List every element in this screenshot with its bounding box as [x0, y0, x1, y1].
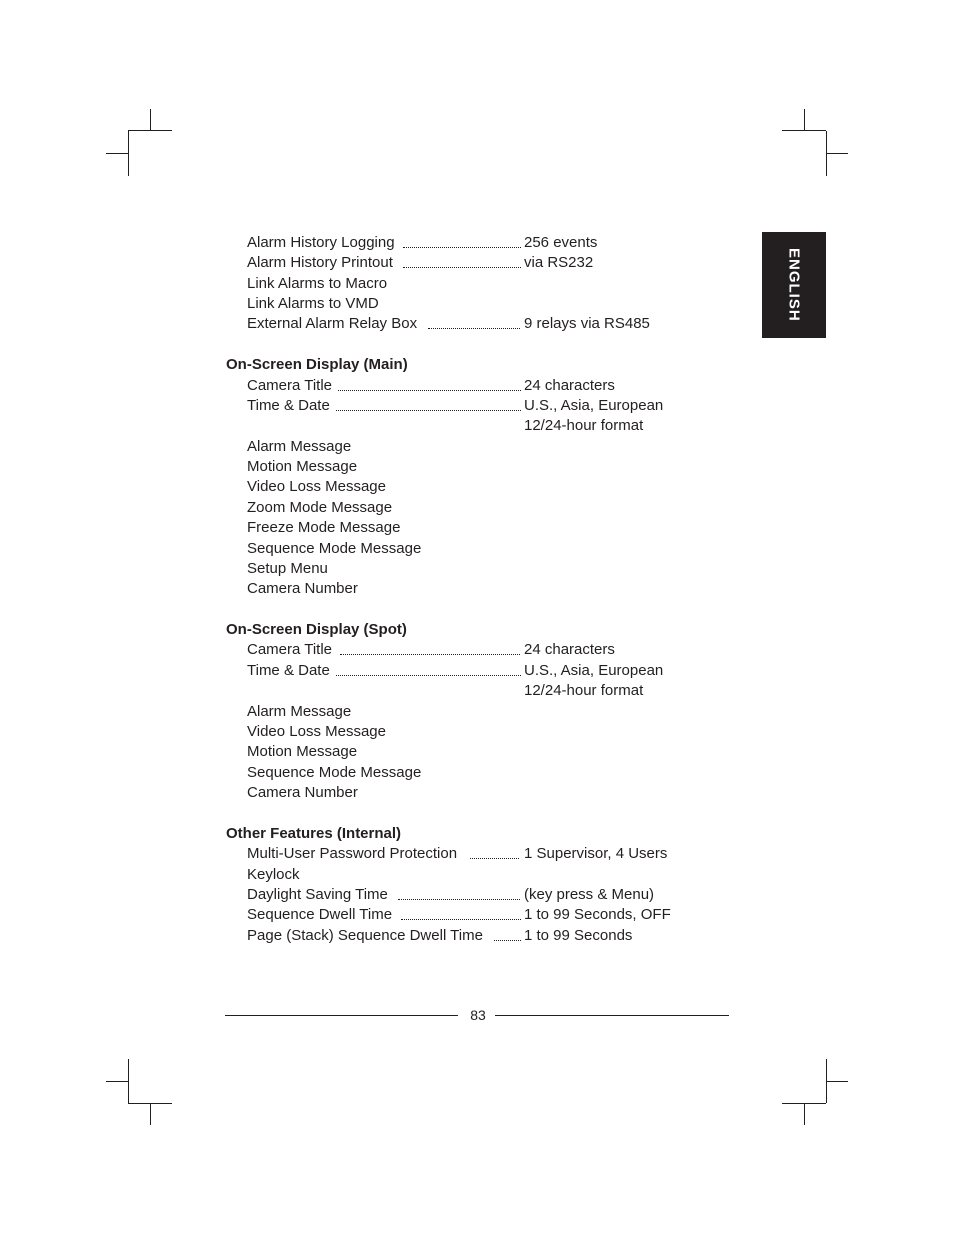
spec-label: Link Alarms to VMD	[247, 295, 379, 312]
spec-label: Sequence Mode Message	[247, 764, 422, 781]
spec-label: Link Alarms to Macro	[247, 275, 388, 292]
crop-mark	[128, 131, 129, 176]
dot-leader	[401, 919, 521, 920]
spec-label: Setup Menu	[247, 560, 328, 577]
section-heading: On-Screen Display (Spot)	[226, 621, 407, 638]
spec-row	[247, 233, 707, 253]
crop-mark	[128, 1059, 129, 1103]
footer-rule-right	[495, 1015, 729, 1016]
spec-value: 12/24-hour format	[524, 682, 644, 699]
spec-row	[247, 518, 707, 538]
spec-row	[247, 498, 707, 518]
spec-label: Video Loss Message	[247, 723, 386, 740]
crop-mark	[804, 109, 805, 131]
spec-value: 1 to 99 Seconds, OFF	[524, 906, 671, 923]
spec-row	[247, 579, 707, 599]
spec-row	[247, 885, 707, 905]
spec-row	[247, 314, 707, 334]
crop-mark	[106, 153, 128, 154]
spec-row	[247, 783, 707, 803]
dot-leader	[403, 267, 521, 268]
spec-row	[247, 396, 707, 416]
spec-label: Page (Stack) Sequence Dwell Time	[247, 927, 483, 944]
crop-mark	[804, 1104, 805, 1125]
spec-label: Sequence Dwell Time	[247, 906, 393, 923]
section-heading: On-Screen Display (Main)	[226, 356, 408, 373]
spec-label: External Alarm Relay Box	[247, 315, 418, 332]
crop-mark	[826, 153, 848, 154]
spec-label: Multi-User Password Protection	[247, 845, 458, 862]
spec-row	[247, 926, 707, 946]
spec-label: Daylight Saving Time	[247, 886, 388, 903]
spec-row	[247, 661, 707, 681]
dot-leader	[494, 940, 521, 941]
spec-row	[247, 865, 707, 885]
crop-mark	[826, 1059, 827, 1103]
spec-value: 9 relays via RS485	[524, 315, 650, 332]
dot-leader	[403, 247, 521, 248]
spec-row	[247, 477, 707, 497]
dot-leader	[340, 654, 520, 655]
spec-row	[247, 376, 707, 396]
page-number: 83	[470, 1007, 486, 1023]
spec-value: U.S., Asia, European	[524, 397, 664, 414]
section-heading: Other Features (Internal)	[226, 825, 402, 842]
spec-row	[247, 437, 707, 457]
spec-row	[247, 722, 707, 742]
spec-row	[247, 559, 707, 579]
dot-leader	[398, 899, 520, 900]
spec-label: Motion Message	[247, 743, 358, 760]
spec-row	[247, 905, 707, 925]
crop-mark	[782, 130, 826, 131]
dot-leader	[336, 410, 521, 411]
spec-label: Freeze Mode Message	[247, 519, 401, 536]
spec-row	[247, 742, 707, 762]
crop-mark	[106, 1081, 128, 1082]
spec-row	[247, 702, 707, 722]
spec-value: 1 to 99 Seconds	[524, 927, 633, 944]
spec-label: Camera Number	[247, 580, 358, 597]
spec-label: Time & Date	[247, 397, 330, 414]
spec-value: via RS232	[524, 254, 594, 271]
spec-value: 24 characters	[524, 377, 615, 394]
spec-label: Alarm Message	[247, 438, 352, 455]
crop-mark	[826, 1081, 848, 1082]
spec-row	[247, 681, 707, 701]
spec-label: Camera Title	[247, 377, 333, 394]
spec-label: Time & Date	[247, 662, 330, 679]
crop-mark	[150, 109, 151, 131]
spec-label: Camera Number	[247, 784, 358, 801]
spec-value: (key press & Menu)	[524, 886, 655, 903]
spec-value: 24 characters	[524, 641, 615, 658]
dot-leader	[428, 328, 520, 329]
footer-rule-left	[225, 1015, 458, 1016]
spec-value: 256 events	[524, 234, 598, 251]
language-tab-label: ENGLISH	[785, 248, 803, 322]
spec-row	[247, 844, 707, 864]
spec-value: U.S., Asia, European	[524, 662, 664, 679]
spec-row	[247, 294, 707, 314]
spec-value: 1 Supervisor, 4 Users	[524, 845, 668, 862]
dot-leader	[336, 675, 521, 676]
dot-leader	[470, 858, 519, 859]
spec-row	[247, 457, 707, 477]
spec-row	[247, 416, 707, 436]
language-tab	[762, 232, 826, 338]
crop-mark	[150, 1104, 151, 1125]
spec-row	[247, 640, 707, 660]
spec-label: Keylock	[247, 866, 300, 883]
spec-value: 12/24-hour format	[524, 417, 644, 434]
spec-label: Video Loss Message	[247, 478, 386, 495]
spec-label: Sequence Mode Message	[247, 540, 422, 557]
spec-row	[247, 274, 707, 294]
spec-label: Zoom Mode Message	[247, 499, 393, 516]
spec-row	[247, 539, 707, 559]
dot-leader	[338, 390, 521, 391]
spec-label: Alarm Message	[247, 703, 352, 720]
spec-label: Motion Message	[247, 458, 358, 475]
spec-label: Alarm History Logging	[247, 234, 395, 251]
crop-mark	[128, 130, 172, 131]
spec-row	[247, 763, 707, 783]
spec-label: Camera Title	[247, 641, 333, 658]
spec-label: Alarm History Printout	[247, 254, 393, 271]
spec-row	[247, 253, 707, 273]
